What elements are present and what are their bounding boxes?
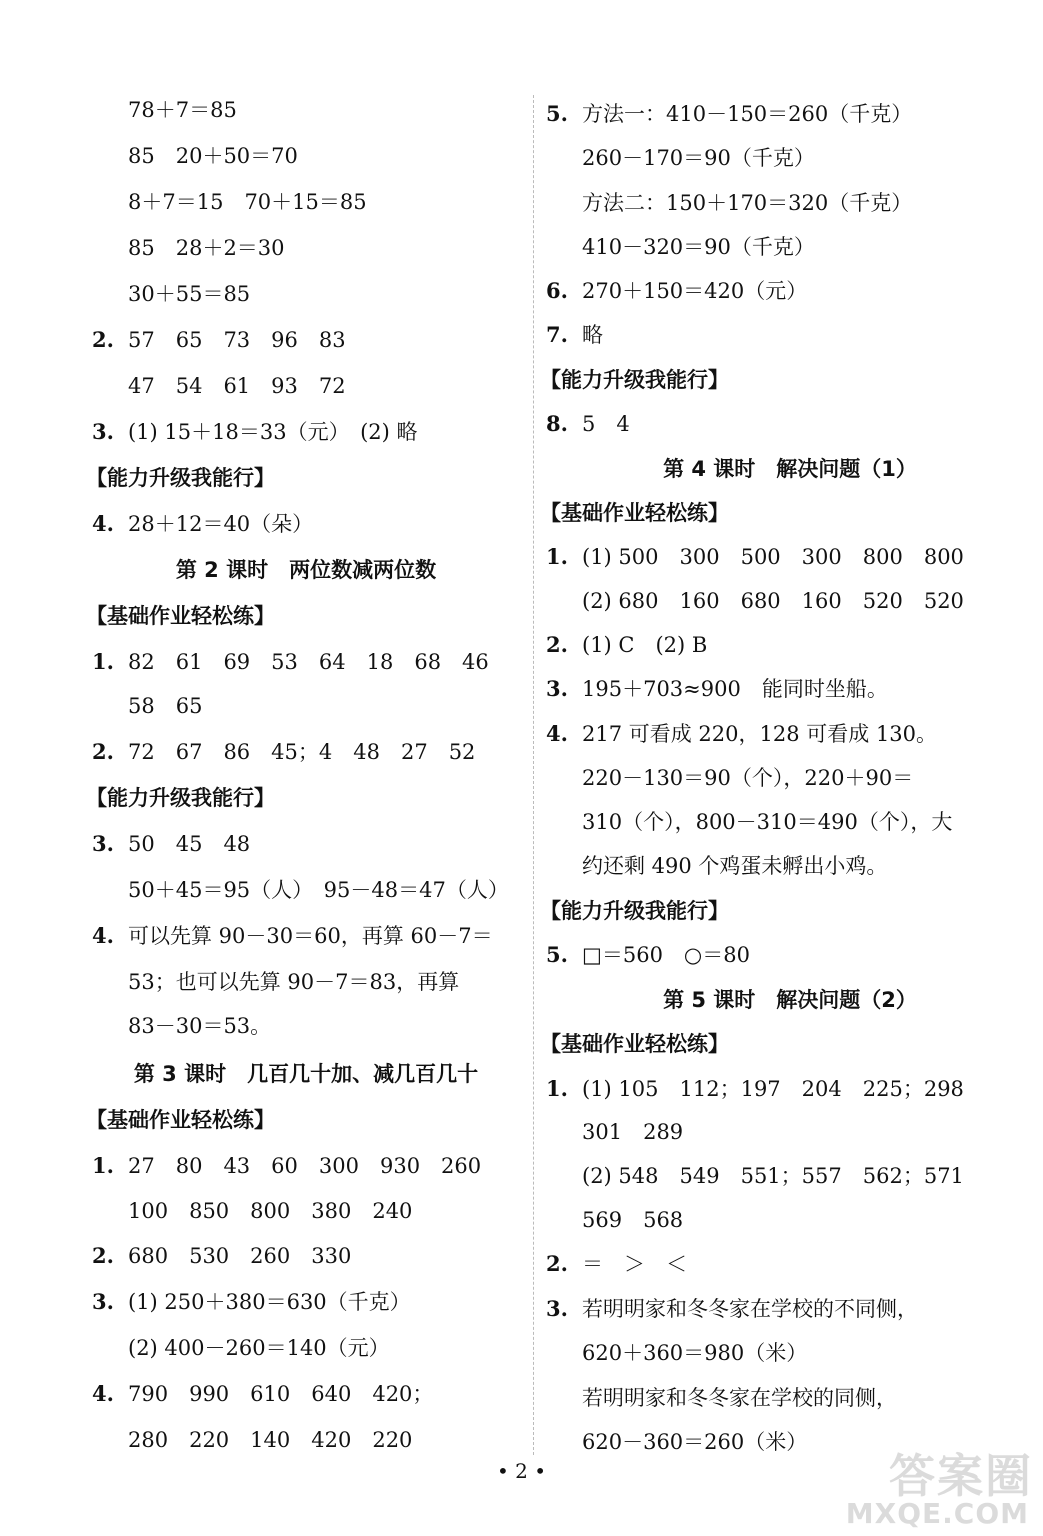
- answer-text: 220－130＝90（个），220＋90＝: [582, 766, 914, 790]
- question-number: 1.: [92, 649, 114, 674]
- page-number: • 2 •: [496, 1459, 547, 1483]
- question-number: 1.: [92, 1153, 114, 1178]
- answer-text: 100 850 800 380 240: [128, 1199, 413, 1223]
- lesson-title: 第 3 课时 几百几十加、减几百几十: [133, 1062, 479, 1086]
- answer-text: 280 220 140 420 220: [128, 1428, 413, 1452]
- answer-line: [546, 674, 888, 704]
- answer-line: [546, 409, 630, 439]
- answer-text: 方法二：150＋170＝320（千克）: [582, 191, 913, 215]
- answer-text: (2) 548 549 551；557 562；571: [582, 1164, 964, 1188]
- answer-line: [546, 940, 750, 970]
- answer-text: (1) 250＋380＝630（千克）: [128, 1290, 411, 1314]
- answer-text: 53；也可以先算 90－7＝83，再算: [128, 970, 460, 994]
- answer-text: 569 568: [582, 1208, 684, 1232]
- section-label: 【能力升级我能行】: [540, 899, 729, 923]
- lesson-title: 第 2 课时 两位数减两位数: [175, 558, 437, 582]
- answer-text: 790 990 610 640 420；: [128, 1382, 434, 1406]
- answer-text: 260－170＝90（千克）: [582, 146, 815, 170]
- answer-line: [128, 1333, 390, 1363]
- question-number: 4.: [92, 923, 114, 948]
- question-number: 4.: [546, 721, 568, 746]
- answer-line: [128, 875, 509, 905]
- question-number: 2.: [92, 327, 114, 352]
- answer-line: [128, 1196, 412, 1226]
- question-number: 3.: [92, 419, 114, 444]
- answer-text: 57 65 73 96 83: [128, 328, 346, 352]
- question-number: 4.: [92, 511, 114, 536]
- answer-line: [546, 1249, 687, 1279]
- question-number: 5.: [546, 942, 568, 967]
- lesson-title: 第 5 课时 解决问题（2）: [663, 988, 917, 1012]
- answer-text: 410－320＝90（千克）: [582, 235, 815, 259]
- answer-line: [582, 188, 912, 218]
- answer-line: [128, 187, 367, 217]
- question-number: 3.: [546, 1296, 568, 1321]
- answer-text: 方法一：410－150＝260（千克）: [582, 102, 913, 126]
- answer-line: [546, 719, 938, 749]
- answer-text: 301 289: [582, 1120, 684, 1144]
- section-label: 【基础作业轻松练】: [540, 501, 729, 525]
- answer-text: 约还剩 490 个鸡蛋未孵出小鸡。: [582, 854, 888, 878]
- answer-text: 72 67 86 45；4 48 27 52: [128, 740, 476, 764]
- answer-line: [546, 1294, 918, 1324]
- section-label: 【能力升级我能行】: [86, 786, 275, 810]
- answer-text: 620＋360＝980（米）: [582, 1341, 808, 1365]
- answer-text: (1) 500 300 500 300 800 800: [582, 545, 964, 569]
- column-divider: [533, 95, 534, 1455]
- answer-text: □＝560 ○＝80: [582, 943, 750, 967]
- answer-text: 82 61 69 53 64 18 68 46: [128, 650, 489, 674]
- answer-line: [92, 647, 489, 677]
- answer-line: [546, 542, 964, 572]
- answer-line: [582, 1427, 807, 1457]
- answer-line: [92, 737, 476, 767]
- answer-line: [128, 371, 346, 401]
- section-label: 【能力升级我能行】: [86, 466, 275, 490]
- answer-line: [546, 320, 603, 350]
- lesson-title: 第 4 课时 解决问题（1）: [663, 457, 917, 481]
- question-number: 6.: [546, 278, 568, 303]
- answer-line: [582, 1117, 683, 1147]
- answer-line: [582, 851, 887, 881]
- answer-text: (1) 105 112；197 204 225；298: [582, 1077, 964, 1101]
- question-number: 3.: [546, 676, 568, 701]
- answer-text: 195＋703≈900 能同时坐船。: [582, 677, 888, 701]
- question-number: 2.: [92, 1243, 114, 1268]
- answer-text: 217 可看成 220，128 可看成 130。: [582, 722, 938, 746]
- question-number: 2.: [546, 1251, 568, 1276]
- answer-line: [546, 99, 913, 129]
- question-number: 4.: [92, 1381, 114, 1406]
- answer-text: 27 80 43 60 300 930 260: [128, 1154, 482, 1178]
- answer-text: (1) 15＋18＝33（元） (2) 略: [128, 420, 418, 444]
- answer-line: [128, 967, 459, 997]
- answer-text: 310（个），800－310＝490（个），大: [582, 810, 953, 834]
- answer-line: [92, 1241, 352, 1271]
- answer-line: [92, 417, 418, 447]
- question-number: 2.: [92, 739, 114, 764]
- watermark-logo: [845, 1440, 1033, 1530]
- answer-text: 85 28＋2＝30: [128, 236, 285, 260]
- answer-text: 78＋7＝85: [128, 98, 237, 122]
- answer-line: [546, 630, 708, 660]
- section-label: 【基础作业轻松练】: [86, 1108, 275, 1132]
- answer-line: [92, 1151, 482, 1181]
- answer-text: (2) 680 160 680 160 520 520: [582, 589, 964, 613]
- answer-text: (2) 400－260＝140（元）: [128, 1336, 390, 1360]
- answer-line: [582, 1205, 683, 1235]
- answer-line: [128, 1011, 271, 1041]
- answer-line: [128, 95, 237, 125]
- answer-text: 8＋7＝15 70＋15＝85: [128, 190, 367, 214]
- answer-line: [92, 829, 251, 859]
- answer-line: [582, 1161, 964, 1191]
- answer-text: 若明明家和冬冬家在学校的同侧，: [582, 1386, 897, 1410]
- section-label: 【基础作业轻松练】: [540, 1032, 729, 1056]
- answer-text: ＝ ＞ ＜: [582, 1252, 687, 1276]
- question-number: 1.: [546, 544, 568, 569]
- answer-text: 47 54 61 93 72: [128, 374, 346, 398]
- question-number: 3.: [92, 1289, 114, 1314]
- answer-text: 83－30＝53。: [128, 1014, 272, 1038]
- question-number: 7.: [546, 322, 568, 347]
- answer-text: 85 20＋50＝70: [128, 144, 298, 168]
- answer-line: [582, 1338, 807, 1368]
- answer-line: [92, 1287, 411, 1317]
- answer-text: 5 4: [582, 412, 630, 436]
- question-number: 5.: [546, 101, 568, 126]
- answer-line: [582, 586, 964, 616]
- answer-text: 30＋55＝85: [128, 282, 251, 306]
- question-number: 8.: [546, 411, 568, 436]
- answer-text: 270＋150＝420（元）: [582, 279, 808, 303]
- answer-text: 若明明家和冬冬家在学校的不同侧，: [582, 1297, 918, 1321]
- answer-text: 28＋12＝40（朵）: [128, 512, 314, 536]
- answer-text: 50 45 48: [128, 832, 251, 856]
- answer-line: [92, 1379, 434, 1409]
- answer-text: 略: [582, 323, 603, 347]
- answer-line: [128, 233, 285, 263]
- answer-line: [92, 921, 493, 951]
- answer-line: [92, 509, 314, 539]
- answer-text: 58 65: [128, 694, 203, 718]
- answer-line: [546, 1074, 964, 1104]
- answer-line: [582, 807, 952, 837]
- answer-line: [582, 232, 815, 262]
- question-number: 1.: [546, 1076, 568, 1101]
- watermark-line2: MXQE.COM: [845, 1497, 1029, 1530]
- section-label: 【基础作业轻松练】: [86, 604, 275, 628]
- answer-line: [546, 276, 808, 306]
- watermark-line1: 答案圈: [889, 1449, 1033, 1503]
- question-number: 2.: [546, 632, 568, 657]
- section-label: 【能力升级我能行】: [540, 368, 729, 392]
- answer-text: (1) C (2) B: [582, 633, 708, 657]
- answer-line: [128, 691, 202, 721]
- answer-line: [582, 143, 815, 173]
- question-number: 3.: [92, 831, 114, 856]
- answer-line: [128, 279, 250, 309]
- answer-text: 680 530 260 330: [128, 1244, 352, 1268]
- answer-line: [582, 763, 913, 793]
- answer-line: [582, 1383, 897, 1413]
- answer-line: [128, 1425, 412, 1455]
- answer-text: 可以先算 90－30＝60，再算 60－7＝: [128, 924, 493, 948]
- answer-line: [92, 325, 346, 355]
- answer-text: 50＋45＝95（人） 95－48＝47（人）: [128, 878, 509, 902]
- answer-text: 620－360＝260（米）: [582, 1430, 808, 1454]
- answer-line: [128, 141, 298, 171]
